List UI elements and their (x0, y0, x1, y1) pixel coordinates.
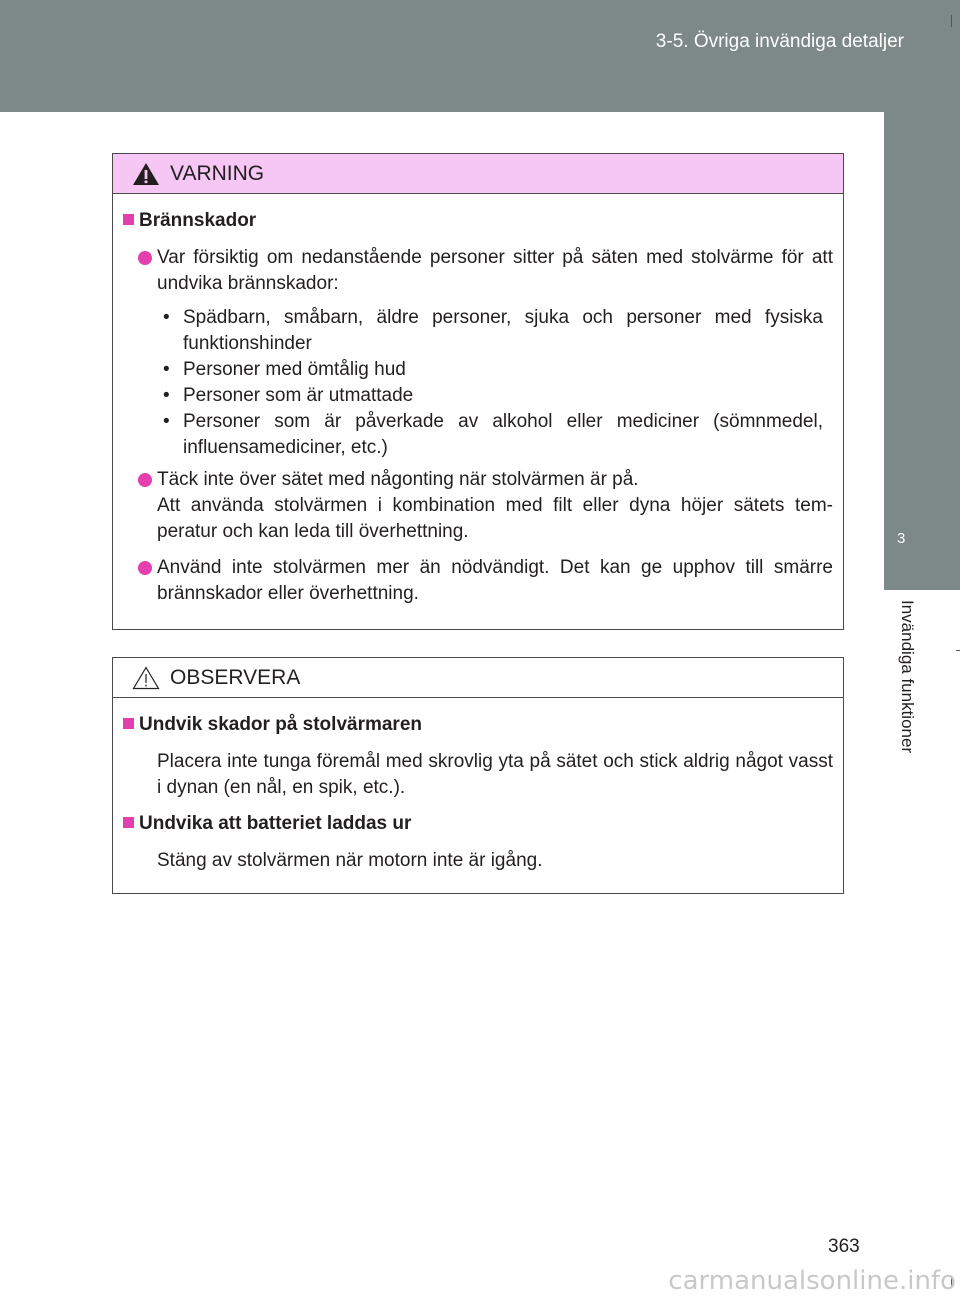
warning-title: VARNING (170, 162, 265, 185)
warning-header (113, 154, 843, 194)
caution-triangle-outline-icon (132, 666, 160, 690)
header-band (0, 0, 960, 112)
list-item: • Personer som är utmattade (163, 385, 414, 406)
section-text: Stäng av stolvärmen när motorn inte är igång. (157, 850, 543, 871)
sub-list (157, 305, 833, 461)
round-bullet-icon (138, 251, 152, 265)
section-heading: Undvik skador på stolvärmaren (123, 712, 833, 738)
crop-mark (956, 650, 960, 651)
list-item: • Personer som är påverkade av alkohol eller mediciner (sömnmedel, influensamediciner, etc.) (163, 411, 823, 458)
warning-item: Var försiktig om nedanstående personer sitter på säten med stolvärme för att undvika brännskador: (123, 245, 833, 297)
round-bullet-icon (138, 561, 152, 575)
item-continuation: Att använda stolvärmen i kombination med filt eller dyna höjer sätets tem-peratur och kan leda till överhettning. (157, 495, 833, 542)
warning-box (112, 153, 844, 630)
warning-item: Täck inte över sätet med någonting när stolvärmen är på. (123, 467, 833, 493)
square-bullet-icon (123, 817, 134, 828)
chapter-tab (884, 112, 960, 590)
page-number: 363 (828, 1236, 860, 1257)
notice-header (113, 658, 843, 698)
square-bullet-icon (123, 214, 134, 225)
square-bullet-icon (123, 718, 134, 729)
notice-box (112, 657, 844, 894)
watermark: carmanualsonline.info (668, 1266, 956, 1296)
warning-item: Använd inte stolvärmen mer än nödvändigt. Det kan ge upphov till smärre brännskador eller överhettning. (123, 555, 833, 607)
section-title: 3-5. Övriga invändiga detaljer (655, 31, 904, 52)
warning-triangle-icon (132, 162, 160, 186)
section-text: Placera inte tunga föremål med skrovlig yta på sätet och stick aldrig något vasst i dynan (en nål, en spik, etc.). (157, 751, 833, 798)
chapter-number: 3 (897, 530, 906, 547)
section-heading: Undvika att batteriet laddas ur (123, 811, 833, 837)
list-item: • Personer med ömtålig hud (163, 359, 406, 380)
chapter-label: Invändiga funktioner (898, 600, 917, 754)
crop-mark (951, 15, 952, 27)
round-bullet-icon (138, 473, 152, 487)
section-heading: Brännskador (123, 208, 833, 234)
notice-title: OBSERVERA (170, 666, 301, 689)
list-item: • Spädbarn, småbarn, äldre personer, sjuka och personer med fysiska funktionshinder (163, 307, 823, 354)
